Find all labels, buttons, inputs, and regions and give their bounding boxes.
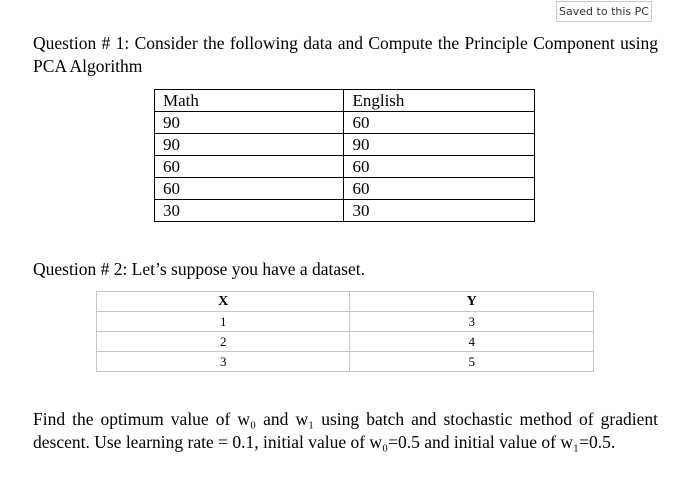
table-row [155,134,535,156]
table-cell: 60 [155,156,344,178]
xy-dataset-table [96,291,594,372]
table-row [97,352,594,372]
table-row [155,112,535,134]
table-cell: 60 [344,178,535,200]
column-header-x: X [97,292,350,312]
column-header-y: Y [350,292,594,312]
saved-status-badge[interactable]: Saved to this PC [556,1,652,22]
table-cell: 3 [350,312,594,332]
table-cell: 5 [350,352,594,372]
table-row [97,332,594,352]
column-header-english: English [344,90,535,112]
table-row [155,200,535,222]
table-cell: 3 [97,352,350,372]
pca-data-table [154,89,535,222]
question-1-text: Question # 1: Consider the following data and Compute the Principle Component using PCA Algorithm [33,33,658,76]
table-row [155,156,535,178]
table-cell: 4 [350,332,594,352]
table-cell: 1 [97,312,350,332]
table-header-row [155,90,535,112]
table-cell: 60 [155,178,344,200]
table-cell: 60 [344,156,535,178]
table-cell: 90 [344,134,535,156]
question-3-text: Find the optimum value of w₀ and w₁ using batch and stochastic method of gradient descent. Use learning rate = 0.1, initial value of w₀=0.5 and initial value of w₁=0.5. [33,409,658,452]
table-header-row [97,292,594,312]
table-cell: 30 [155,200,344,222]
table-cell: 60 [344,112,535,134]
column-header-math: Math [155,90,344,112]
table-cell: 90 [155,112,344,134]
table-row [155,178,535,200]
table-cell: 90 [155,134,344,156]
table-row [97,312,594,332]
question-2-text: Question # 2: Let’s suppose you have a dataset. [33,259,365,279]
table-cell: 2 [97,332,350,352]
table-cell: 30 [344,200,535,222]
